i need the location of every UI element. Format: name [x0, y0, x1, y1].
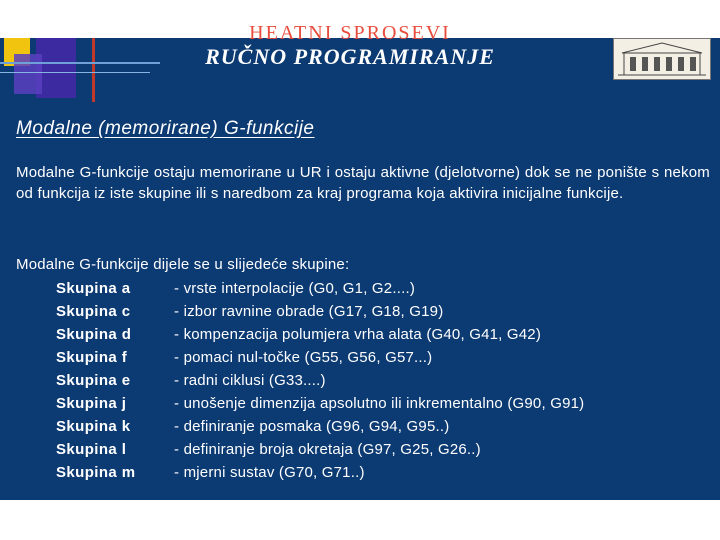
group-name: Skupina k [56, 418, 131, 435]
content-panel [4, 114, 716, 500]
group-description: - mjerni sustav (G70, G71..) [174, 464, 365, 481]
section-title: Modalne (memorirane) G-funkcije [16, 118, 315, 139]
group-name: Skupina a [56, 280, 131, 297]
list-item [56, 346, 706, 369]
group-name: Skupina d [56, 326, 132, 343]
group-description: - radni ciklusi (G33....) [174, 372, 326, 389]
list-item [56, 461, 706, 484]
group-name: Skupina f [56, 349, 128, 366]
group-name: Skupina e [56, 372, 131, 389]
decorative-purple-square [36, 38, 76, 98]
list-item [56, 415, 706, 438]
logo [613, 38, 711, 80]
group-description: - vrste interpolacije (G0, G1, G2....) [174, 280, 416, 297]
group-name: Skupina l [56, 441, 127, 458]
group-description: - kompenzacija polumjera vrha alata (G40, G41, G42) [174, 326, 542, 343]
list-item [56, 300, 706, 323]
building-logo-icon [614, 39, 710, 79]
section-paragraph: Modalne G-funkcije ostaju memorirane u UR i ostaju aktivne (djelotvorne) dok se ne ponište s nekom od funkcija iz iste skupine ili s naredbom za kraj programa koja aktivira inicijalne funkcije. [16, 164, 710, 202]
group-description: - definiranje posmaka (G96, G94, G95..) [174, 418, 450, 435]
page-title: RUČNO PROGRAMIRANJE [205, 44, 495, 69]
list-item [56, 369, 706, 392]
decorative-red-bar [92, 38, 95, 102]
decorative-purple-square-2 [14, 54, 42, 94]
slide [0, 22, 720, 500]
group-description: - unošenje dimenzija apsolutno ili inkrementalno (G90, G91) [174, 395, 585, 412]
header-clipped-text: HEATNI SPROSEVI [249, 22, 451, 44]
list-item [56, 438, 706, 461]
groups-intro: Modalne G-funkcije dijele se u slijedeće skupine: [16, 256, 350, 273]
group-description: - pomaci nul-točke (G55, G56, G57...) [174, 349, 433, 366]
group-description: - definiranje broja okretaja (G97, G25, G26..) [174, 441, 481, 458]
groups-list [56, 277, 706, 484]
list-item [56, 392, 706, 415]
group-description: - izbor ravnine obrade (G17, G18, G19) [174, 303, 444, 320]
group-name: Skupina c [56, 303, 131, 320]
group-name: Skupina j [56, 395, 127, 412]
list-item [56, 277, 706, 300]
list-item [56, 323, 706, 346]
group-name: Skupina m [56, 464, 136, 481]
decorative-line [0, 62, 160, 64]
decorative-line-2 [0, 72, 150, 73]
